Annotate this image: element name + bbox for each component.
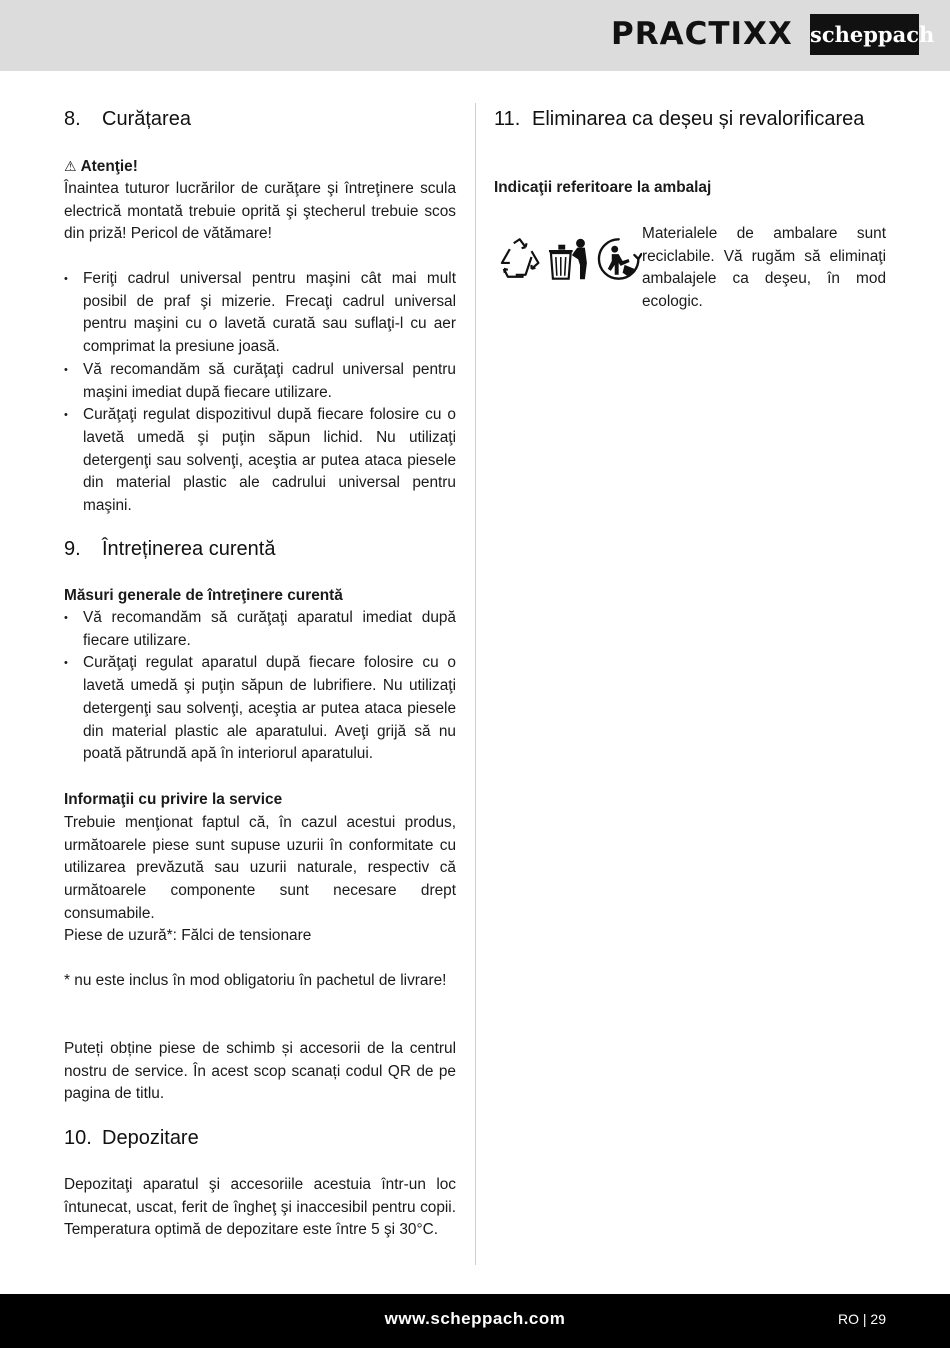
storage-text: Depozitaţi aparatul şi accesoriile acestuia într-un loc întunecat, uscat, ferit de îngheţ şi inaccesibil pentru copii. Temperatura optimă de depozitare este între 5 şi 30°C. — [64, 1176, 456, 1239]
list-item: • Curăţaţi regulat dispozitivul după fiecare folosire cu o lavetă umedă şi puţin săpun lichid. Nu utilizaţi detergenţi sau solvenţi, aceştia ar putea ataca piesele din material plastic ale cadrului universal pentru maşini. — [64, 404, 456, 518]
packaging-subheading: Indicaţii referitoare la ambalaj — [494, 179, 712, 196]
section-title: Eliminarea ca deșeu și revalorificarea — [532, 108, 865, 130]
section-number: 8. — [64, 108, 81, 130]
section-9-heading — [64, 538, 275, 561]
section-number: 9. — [64, 538, 81, 560]
scheppach-logo: scheppach — [810, 14, 919, 55]
triman-icon — [595, 235, 642, 283]
warning-triangle-icon: ⚠ — [64, 158, 77, 174]
section-number: 10. — [64, 1127, 92, 1149]
spare-parts-text: Puteți obține piese de schimb și accesorii de la centrul nostru de service. În acest scop scanați codul QR de pe pagina de titlu. — [64, 1040, 456, 1103]
warning-heading — [64, 155, 138, 179]
list-item: • Feriţi cadrul universal pentru maşini cât mai mult posibil de praf şi mizerie. Frecaţi cadrul universal pentru maşini cu o lavetă curată sau suflaţi-l cu aer comprimat la presiune joasă. — [64, 268, 456, 359]
section-8-heading — [64, 108, 191, 131]
recycle-icon — [496, 235, 543, 283]
service-subheading: Informaţii cu privire la service — [64, 791, 283, 808]
maintenance-list — [64, 607, 456, 766]
list-item: • Curăţaţi regulat aparatul după fiecare folosire cu o lavetă umedă şi puţin săpun de lubrifiere. Nu utilizaţi detergenţi sau solvenţi, aceştia ar putea ataca piesele din material plastic ale aparatului. Aveţi grijă să nu poată pătrundă apă în interiorul aparatului. — [64, 652, 456, 766]
warning-title: Atenţie! — [80, 158, 138, 175]
section-11-heading — [494, 108, 886, 131]
disposal-icons — [496, 234, 642, 284]
page-header — [0, 0, 950, 71]
page-footer — [0, 1294, 950, 1348]
wear-parts-text: Piese de uzură*: Fălci de tensionare — [64, 927, 312, 944]
list-item: • Vă recomandăm să curăţaţi cadrul universal pentru maşini imediat după fiecare utilizare. — [64, 359, 456, 404]
column-divider — [475, 103, 476, 1265]
section-title: Întreținerea curentă — [102, 538, 276, 560]
website-link[interactable]: www.scheppach.com — [384, 1309, 566, 1328]
section-10-heading — [64, 1127, 199, 1150]
cleaning-list — [64, 268, 456, 518]
section-title: Depozitare — [102, 1127, 199, 1149]
service-text: Trebuie menţionat faptul că, în cazul acestui produs, următoarele piese sunt supuse uzurii în conformitate cu utilizarea prevăzută sau uzurii naturale, respectiv că următoarele componente sunt necesare drept consumabile. — [64, 814, 456, 922]
bin-disposal-icon — [545, 235, 592, 283]
warning-text: Înaintea tuturor lucrărilor de curăţare şi întreţinere scula electrică montată trebuie oprită şi ştecherul trebuie scos din priză! Pericol de vătămare! — [64, 180, 456, 243]
maintenance-subheading: Măsuri generale de întreţinere curentă — [64, 587, 343, 604]
practixx-logo: PRACTIXX — [611, 16, 793, 52]
section-title: Curățarea — [102, 108, 191, 130]
footnote-text: * nu este inclus în mod obligatoriu în pachetul de livrare! — [64, 972, 447, 989]
list-item: • Vă recomandăm să curăţaţi aparatul imediat după fiecare utilizare. — [64, 607, 456, 652]
page-number: RO | 29 — [838, 1311, 886, 1327]
section-number: 11. — [494, 108, 521, 130]
packaging-text: Materialele de ambalare sunt reciclabile. Vă rugăm să eliminaţi ambalajele ca deşeu, în mod ecologic. — [642, 225, 886, 311]
